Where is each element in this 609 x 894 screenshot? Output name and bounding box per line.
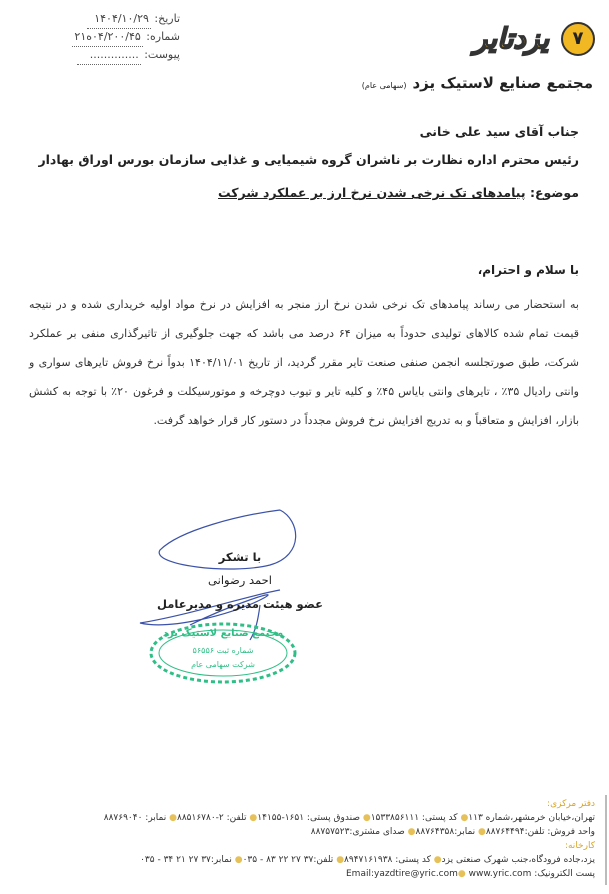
- logo-badge-icon: ٧: [561, 22, 595, 56]
- factory-row: یزد،جاده فرودگاه،جنب شهرک صنعتی یزد● کد پستی: ۸۹۴۷۱۶۱۹۳۸● تلفن:۳۷ ۲۷ ۲۲ ۸۳ - ۰۳۵● نمابر:۳۷ ۲۷ ۲۱ ۳۴ - ۰۳۵: [140, 855, 595, 865]
- company-name: [362, 74, 593, 92]
- footer: [0, 797, 595, 881]
- company-logo: یزدتایر: [473, 22, 549, 55]
- stamp-line1: مجتمع صنایع لاستیک یزد: [162, 628, 284, 639]
- company-stamp: [148, 622, 298, 684]
- factory-phone: تلفن:۳۷ ۲۷ ۲۲ ۸۳ - ۰۳۵: [242, 855, 334, 865]
- attachment-value: ..............: [77, 46, 141, 65]
- date-label: تاریخ:: [154, 12, 180, 25]
- subject-text: پیامدهای تک نرخی شدن نرخ ارز بر عملکرد شرکت: [218, 185, 526, 200]
- letter-body: به استحضار می رساند پیامدهای تک نرخی شدن نرخ ارز منجر به افزایش در نرخ مواد اولیه خریداری شده و در نتیجه قیمت تمام شده کالاهای تولیدی حدوداً به میزان ۶۴ درصد می باشد که جهت جلوگیری از تاثیرگذاری منفی بر عملکرد شرکت، طبق صورتجلسه انجمن صنفی صنعت تایر مقرر گردید، از تاریخ ۱۴۰۴/۱۱/۰۱ بدواً نرخ فروش تایرهای سواری و وانتی رادیال ۳۵٪ ، تایرهای وانتی بایاس ۴۵٪ و کلیه تایر و تیوب دوچرخه و موتورسیکلت و فرغون ۲۰٪ با توجه به کشش بازار، افزایش و متعاقباً و به تدریج افزایش نرخ فروش مجدداً در دستور کار قرار خواهد گرفت.: [29, 298, 579, 427]
- sales-phone: تلفن:۸۸۷۶۴۴۹۴: [485, 827, 545, 837]
- number-value: ۰۴/۲۰۰/۴۵ه۲۱: [72, 28, 142, 47]
- footer-divider: [605, 795, 607, 885]
- company-name-text: مجتمع صنایع لاستیک یزد: [412, 74, 593, 92]
- hq-postal: کد پستی: ۱۵۳۳۸۵۶۱۱۱: [370, 813, 458, 823]
- signatory-name: احمد رضوانی: [208, 573, 272, 587]
- subject-label: موضوع:: [529, 185, 579, 200]
- company-type: (سهامی عام): [361, 81, 407, 90]
- date-value: ۱۴۰۴/۱۰/۲۹: [87, 10, 151, 29]
- stamp-line2: شماره ثبت ۵۶۵۵۶: [192, 646, 254, 655]
- number-label: شماره:: [146, 30, 180, 43]
- recipient-name: جناب آقای سید علی خانی: [419, 124, 579, 139]
- hq-label: دفتر مرکزی:: [547, 799, 595, 809]
- sales-row: واحد فروش: تلفن:۸۸۷۶۴۴۹۴● نمابر:۸۸۷۶۴۳۵۸● صدای مشتری:۸۸۷۵۷۵۲۳: [310, 827, 595, 837]
- sales-voice: صدای مشتری:۸۸۷۵۷۵۲۳: [310, 827, 405, 837]
- factory-postal: کد پستی: ۸۹۴۷۱۶۱۹۳۸: [344, 855, 431, 865]
- hq-fax: نمابر: ۸۸۷۶۹۰۴۰: [103, 813, 167, 823]
- subject-line: [218, 185, 579, 200]
- hq-address: تهران،خیابان خرمشهر،شماره ۱۱۳: [468, 813, 595, 823]
- factory-label: کارخانه:: [564, 841, 595, 851]
- email-link[interactable]: Email:yazdtire@yric.com: [346, 869, 458, 879]
- signature-closing: با تشکر: [218, 550, 262, 564]
- date-row: [30, 10, 180, 28]
- contact-row: پست الکترونیک: Email:yazdtire@yric.com● www.yric.com: [346, 869, 595, 879]
- factory-fax: نمابر:۳۷ ۲۷ ۲۱ ۳۴ - ۰۳۵: [140, 855, 232, 865]
- stamp-line3: شرکت سهامی عام: [191, 660, 255, 669]
- letter-meta: [30, 10, 180, 64]
- sales-label: واحد فروش:: [547, 827, 595, 837]
- sales-fax: نمابر:۸۸۷۶۴۳۵۸: [415, 827, 476, 837]
- greeting: با سلام و احترام،: [477, 263, 579, 277]
- email-label: پست الکترونیک:: [534, 869, 595, 879]
- recipient-title: رئیس محترم اداره نظارت بر ناشران گروه شیمیایی و غذایی سازمان بورس اوراق بهادار: [38, 152, 579, 167]
- signatory-position: عضو هیئت مدیره و مدیرعامل: [157, 597, 323, 611]
- factory-address: یزد،جاده فرودگاه،جنب شهرک صنعتی یزد: [441, 855, 595, 865]
- hq-row: تهران،خیابان خرمشهر،شماره ۱۱۳● کد پستی: ۱۵۳۳۸۵۶۱۱۱● صندوق پستی: ۱۶۵۱-۱۴۱۵۵● تلفن: ۲-۸۸۵۱۶۷۸۰● نمابر: ۸۸۷۶۹۰۴۰: [103, 813, 595, 823]
- number-row: [30, 28, 180, 46]
- attachment-row: [30, 46, 180, 64]
- website-link[interactable]: www.yric.com: [468, 869, 532, 879]
- hq-phone: تلفن: ۲-۸۸۵۱۶۷۸۰: [177, 813, 247, 823]
- attachment-label: پیوست:: [144, 48, 180, 61]
- hq-pobox: صندوق پستی: ۱۶۵۱-۱۴۱۵۵: [257, 813, 360, 823]
